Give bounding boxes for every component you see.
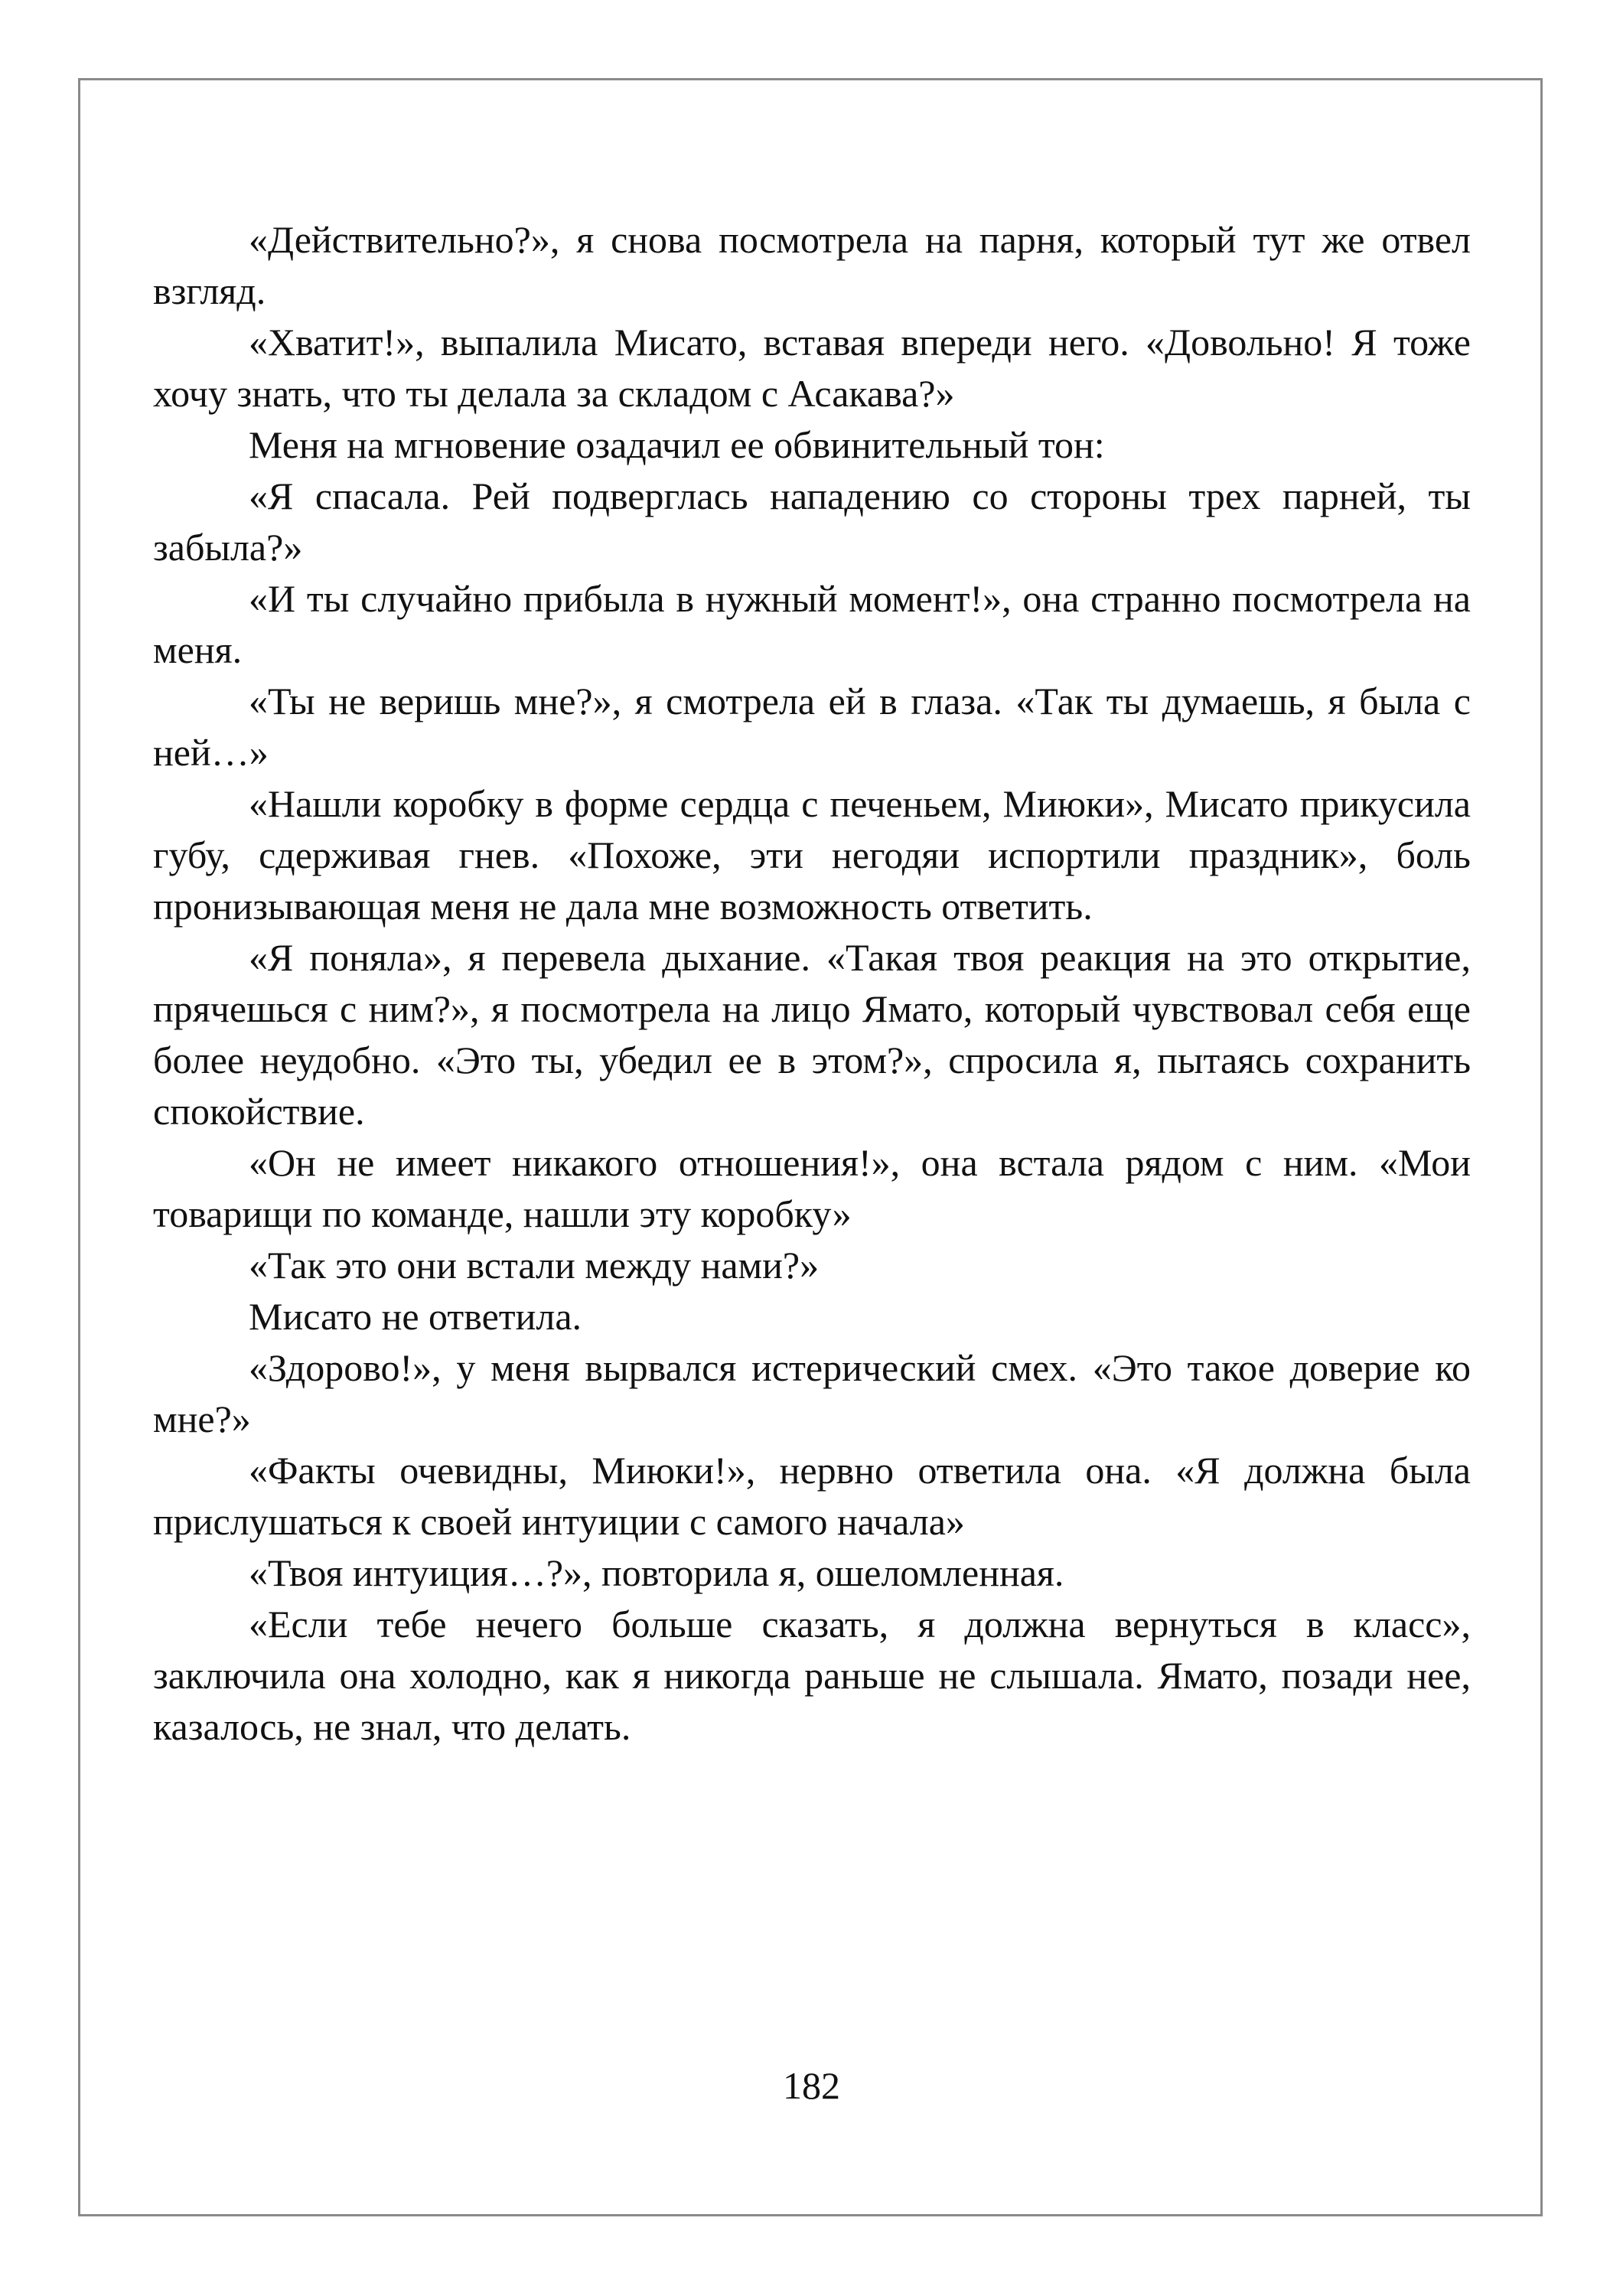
paragraph: «Хватит!», выпалила Мисато, вставая впереди него. «Довольно! Я тоже хочу знать, что ты делала за складом с Асакава?» (153, 321, 1471, 415)
paragraph: «Он не имеет никакого отношения!», она встала рядом с ним. «Мои товарищи по команде, нашли эту коробку» (153, 1141, 1471, 1235)
paragraph: «Ты не веришь мне?», я смотрела ей в глаза. «Так ты думаешь, я была с ней…» (153, 680, 1471, 774)
paragraph: «Так это они встали между нами?» (249, 1244, 820, 1287)
paragraph: «Если тебе нечего больше сказать, я должна вернуться в класс», заключила она холодно, как я никогда раньше не слышала. Ямато, позади нее, казалось, не знал, что делать. (153, 1603, 1471, 1748)
paragraph: «Здорово!», у меня вырвался истерический смех. «Это такое доверие ко мне?» (153, 1346, 1471, 1440)
paragraph: «Факты очевидны, Миюки!», нервно ответила она. «Я должна была прислушаться к своей интуиции с самого начала» (153, 1449, 1471, 1543)
page-number: 182 (783, 2064, 840, 2107)
paragraph: «Я спасала. Рей подверглась нападению со стороны трех парней, ты забыла?» (153, 475, 1471, 569)
paragraph: «Нашли коробку в форме сердца с печеньем, Миюки», Мисато прикусила губу, сдерживая гнев. «Похоже, эти негодяи испортили праздник», боль пронизывающая меня не дала мне возможность ответить. (153, 782, 1471, 928)
paragraph: «Твоя интуиция…?», повторила я, ошеломленная. (249, 1551, 1064, 1594)
paragraph: «Действительно?», я снова посмотрела на парня, который тут же отвел взгляд. (153, 218, 1471, 312)
paragraph: Мисато не ответила. (249, 1295, 582, 1338)
paragraph: Меня на мгновение озадачил ее обвинительный тон: (249, 423, 1105, 466)
paragraph: «Я поняла», я перевела дыхание. «Такая твоя реакция на это открытие, прячешься с ним?», я посмотрела на лицо Ямато, который чувствовал себя еще более неудобно. «Это ты, убедил ее в этом?», спросила я, пытаясь сохранить спокойствие. (153, 936, 1471, 1133)
paragraph: «И ты случайно прибыла в нужный момент!», она странно посмотрела на меня. (153, 577, 1471, 671)
body-text (153, 214, 1471, 1753)
